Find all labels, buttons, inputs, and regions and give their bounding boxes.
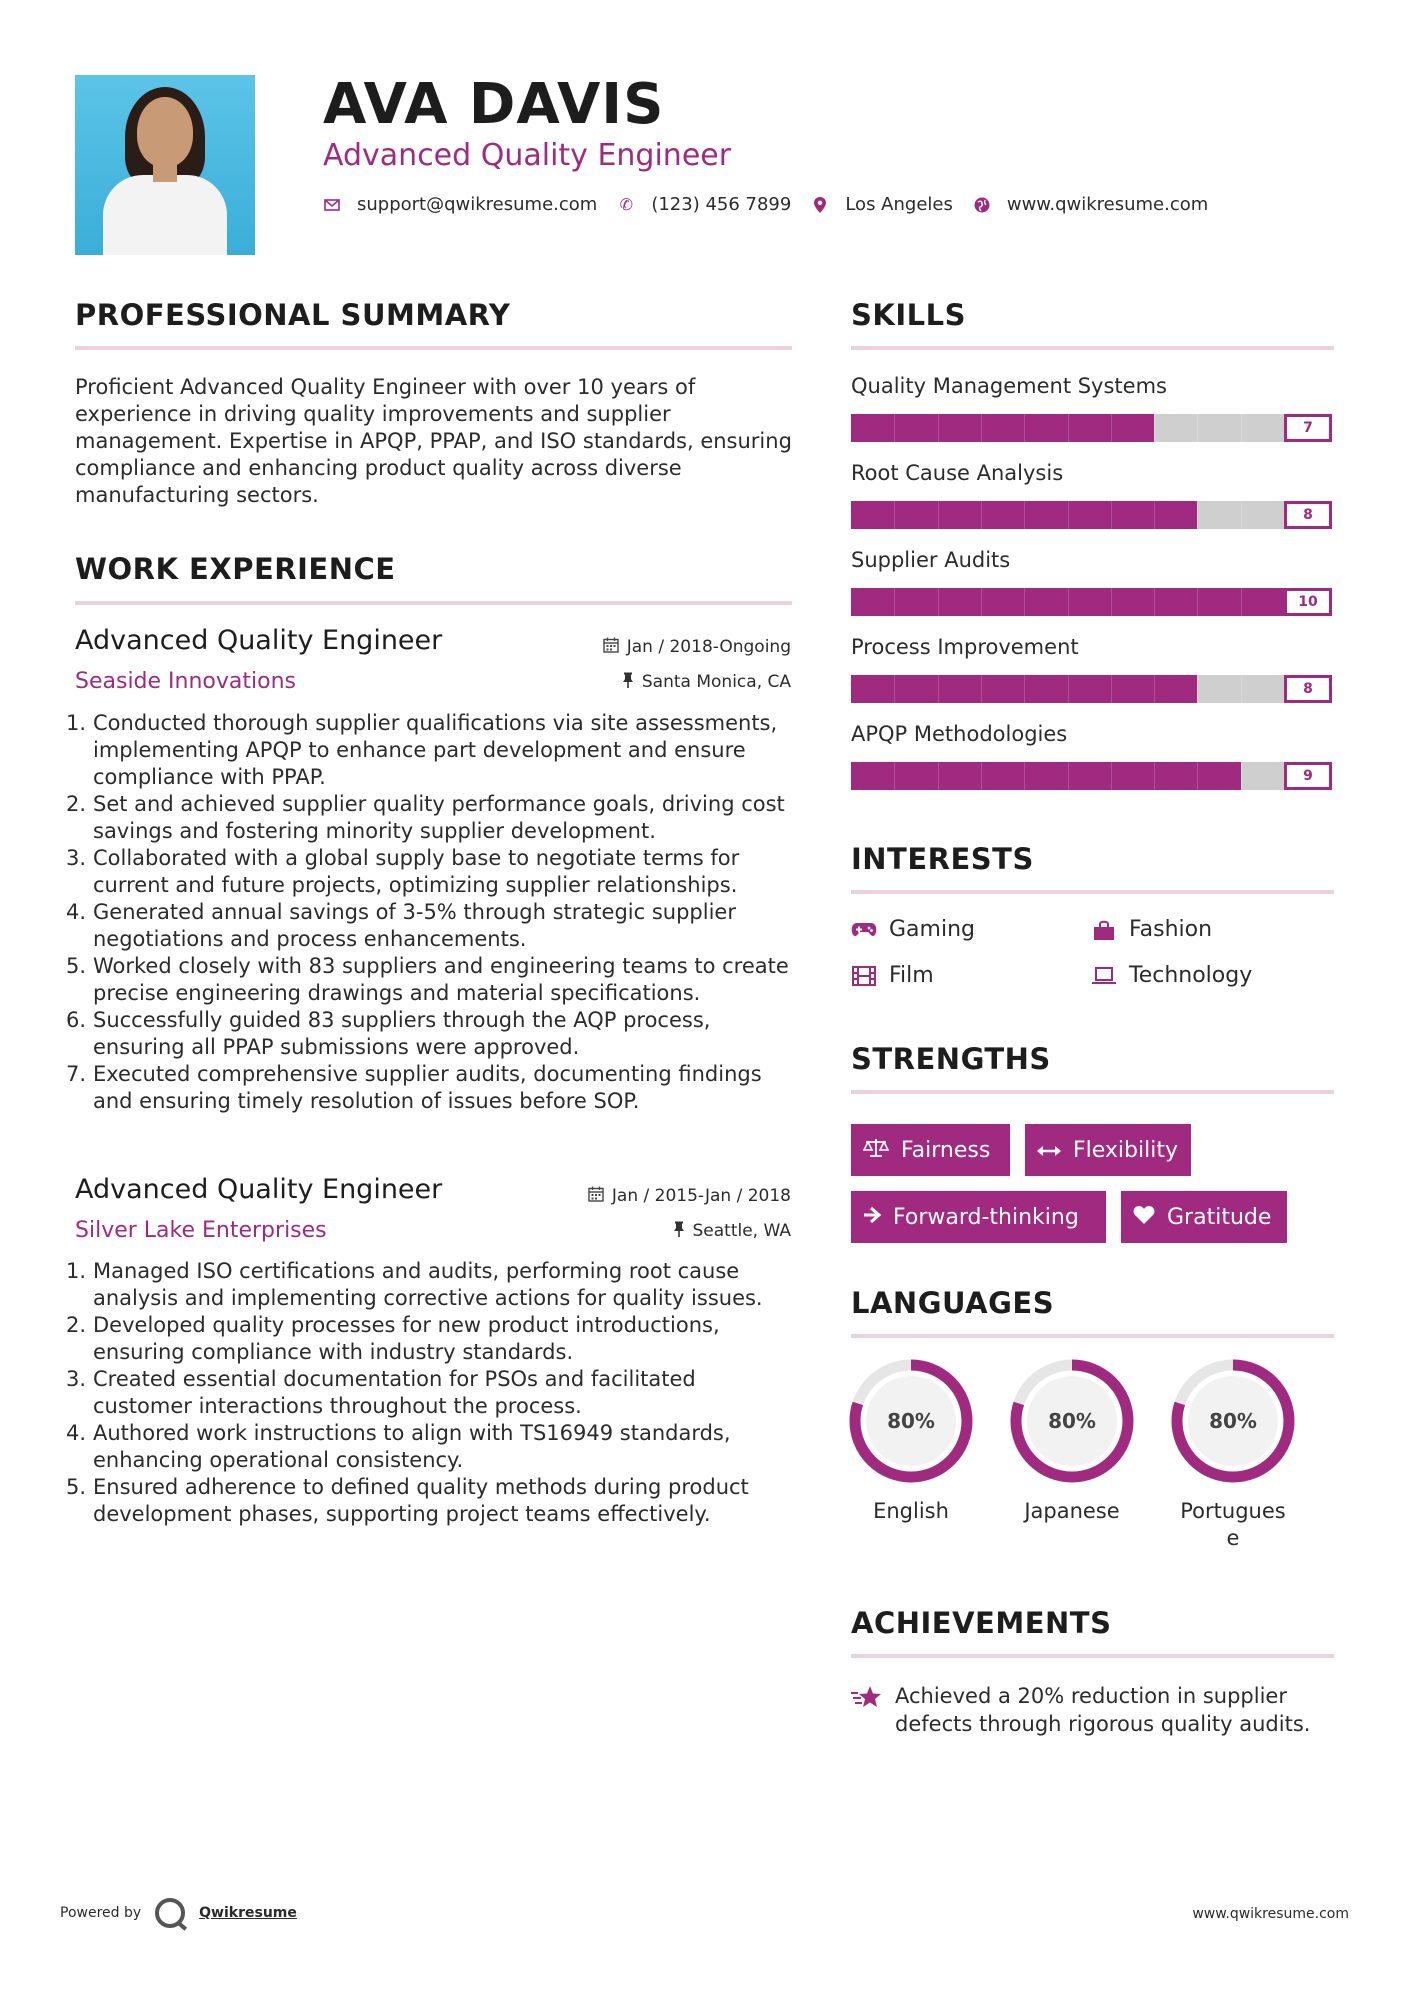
- list-item: 5. Ensured adherence to defined quality methods during product development phases, supporting project teams effectively.: [66, 1475, 749, 1526]
- skill-bar-fill: [851, 414, 1154, 442]
- skill-bar-fill: [851, 588, 1332, 616]
- skill-level-badge: 8: [1284, 501, 1332, 529]
- qwikresume-logo-icon: [155, 1898, 185, 1928]
- skill-bar-segment: [894, 762, 895, 790]
- language-name: English: [873, 1499, 949, 1523]
- skill-bar-segment: [1068, 762, 1069, 790]
- candidate-role: Advanced Quality Engineer: [323, 138, 732, 173]
- strengths-rule: [851, 1090, 1334, 1094]
- interest-label: Fashion: [1129, 917, 1213, 942]
- list-item: 1. Managed ISO certifications and audits, performing root cause analysis and implementing corrective actions for quality issues.: [66, 1259, 763, 1310]
- skill-bar-segment: [1111, 501, 1112, 529]
- skill-name: Process Improvement: [851, 635, 1079, 659]
- interest-label: Film: [889, 963, 934, 988]
- list-item: 1. Conducted thorough supplier qualifications via site assessments, implementing APQP to enhance part development and ensure compliance with PPAP.: [66, 711, 778, 789]
- shooting-star-icon: [851, 1682, 895, 1738]
- contact-email[interactable]: [323, 194, 597, 215]
- skill-name: Supplier Audits: [851, 548, 1011, 572]
- job-bullets: [66, 1258, 796, 1528]
- job-bullets: [66, 710, 796, 1115]
- skill-bar-segment: [1197, 414, 1198, 442]
- contact-location: [811, 194, 953, 215]
- skill-bar-segment: [1068, 414, 1069, 442]
- brand-link[interactable]: Qwikresume: [199, 1905, 297, 1921]
- interest-item: [851, 963, 934, 988]
- skill-bar-segment: [1068, 501, 1069, 529]
- gamepad-icon: [851, 922, 877, 938]
- envelope-icon: [323, 196, 341, 214]
- skill-bar-segment: [1197, 675, 1198, 703]
- skill-bar-segment: [1024, 414, 1025, 442]
- list-item: 5. Worked closely with 83 suppliers and engineering teams to create precise engineering drawings and material specifications.: [66, 954, 789, 1005]
- achievement-item: [851, 1682, 1331, 1738]
- language-percent: 80%: [1209, 1409, 1257, 1433]
- footer-powered-by: [60, 1898, 297, 1928]
- skill-bar-segment: [1111, 414, 1112, 442]
- phone-text: (123) 456 7899: [651, 194, 792, 215]
- heart-icon: [1133, 1205, 1155, 1230]
- contact-bar: [323, 194, 1228, 215]
- strength-label: Flexibility: [1073, 1137, 1178, 1163]
- candidate-name: AVA DAVIS: [323, 72, 665, 137]
- skill-name: Root Cause Analysis: [851, 461, 1064, 485]
- skill-bar-segment: [1154, 501, 1155, 529]
- languages-heading: LANGUAGES: [851, 1286, 1055, 1320]
- experience-rule: [75, 601, 792, 605]
- calendar-icon: [588, 1186, 604, 1206]
- skill-bar-segment: [981, 762, 982, 790]
- map-marker-icon: [811, 196, 829, 214]
- job-company: Seaside Innovations: [75, 669, 296, 694]
- skill-bar-segment: [894, 501, 895, 529]
- skill-bar-segment: [938, 762, 939, 790]
- skill-bar-segment: [981, 588, 982, 616]
- language-name: Japanese: [1024, 1499, 1120, 1523]
- skill-bar-segment: [1024, 588, 1025, 616]
- interest-label: Gaming: [889, 917, 975, 942]
- language-ring: [1009, 1358, 1135, 1484]
- skill-bar-segment: [938, 675, 939, 703]
- skill-bar-segment: [1154, 588, 1155, 616]
- strength-chip: [1025, 1124, 1191, 1176]
- interest-item: [1091, 963, 1252, 988]
- skill-bar: [851, 762, 1332, 790]
- pin-icon: [673, 1221, 685, 1241]
- language-percent: 80%: [1048, 1409, 1096, 1433]
- skill-bar-segment: [938, 588, 939, 616]
- skill-bar-segment: [1197, 588, 1198, 616]
- strength-chip: [851, 1191, 1106, 1243]
- interest-item: [1091, 917, 1212, 942]
- contact-phone[interactable]: [617, 194, 791, 215]
- skill-bar-segment: [1154, 675, 1155, 703]
- job-location-text: Seattle, WA: [692, 1221, 791, 1241]
- skill-bar-segment: [894, 414, 895, 442]
- skill-bar-segment: [1024, 762, 1025, 790]
- job-company: Silver Lake Enterprises: [75, 1218, 327, 1243]
- calendar-icon: [603, 637, 619, 657]
- job-dates-text: Jan / 2015-Jan / 2018: [611, 1186, 791, 1206]
- skill-bar-segment: [981, 414, 982, 442]
- interests-heading: INTERESTS: [851, 842, 1034, 876]
- skill-bar-segment: [894, 675, 895, 703]
- list-item: 3. Collaborated with a global supply base to negotiate terms for current and future projects, optimizing supplier relationships.: [66, 846, 740, 897]
- contact-website[interactable]: [973, 194, 1208, 215]
- skill-bar-segment: [1197, 501, 1198, 529]
- skill-bar-segment: [1241, 675, 1242, 703]
- job-dates-text: Jan / 2018-Ongoing: [626, 637, 791, 657]
- skill-bar-segment: [1197, 762, 1198, 790]
- achievements-heading: ACHIEVEMENTS: [851, 1606, 1112, 1640]
- job-title: Advanced Quality Engineer: [75, 625, 443, 656]
- experience-heading: WORK EXPERIENCE: [75, 552, 396, 586]
- job-location: [673, 1221, 792, 1241]
- skill-bar: [851, 675, 1332, 703]
- skill-level-badge: 10: [1284, 588, 1332, 616]
- skill-bar: [851, 588, 1332, 616]
- location-text: Los Angeles: [845, 194, 953, 215]
- footer-website[interactable]: www.qwikresume.com: [1192, 1906, 1349, 1922]
- strength-label: Fairness: [901, 1137, 991, 1163]
- language-gauge: [1170, 1358, 1296, 1484]
- job-location-text: Santa Monica, CA: [641, 672, 791, 692]
- summary-heading: PROFESSIONAL SUMMARY: [75, 298, 511, 332]
- skill-bar-segment: [981, 675, 982, 703]
- languages-rule: [851, 1334, 1334, 1338]
- list-item: 4. Authored work instructions to align with TS16949 standards, enhancing operational consistency.: [66, 1421, 731, 1472]
- summary-text: Proficient Advanced Quality Engineer with over 10 years of experience in driving quality improvements and supplier management. Expertise in APQP, PPAP, and ISO standards, ensuring compliance and enhancing product quality across diverse manufacturing sectors.: [75, 375, 792, 507]
- website-text: www.qwikresume.com: [1006, 194, 1209, 215]
- email-text: support@qwikresume.com: [357, 194, 598, 215]
- balance-scale-icon: [863, 1138, 889, 1163]
- language-name: Portugues e: [1180, 1499, 1286, 1550]
- skills-rule: [851, 346, 1334, 350]
- skill-bar-fill: [851, 762, 1241, 790]
- interest-item: [851, 917, 975, 942]
- list-item: 3. Created essential documentation for PSOs and facilitated customer interactions throughout the process.: [66, 1367, 696, 1418]
- skill-bar-segment: [1024, 675, 1025, 703]
- skill-bar-segment: [1241, 414, 1242, 442]
- job-title: Advanced Quality Engineer: [75, 1174, 443, 1205]
- skill-name: Quality Management Systems: [851, 374, 1167, 398]
- film-icon: [851, 966, 877, 986]
- globe-icon: [973, 196, 991, 214]
- strengths-heading: STRENGTHS: [851, 1042, 1051, 1076]
- skill-level-badge: 7: [1284, 414, 1332, 442]
- achievement-text: Achieved a 20% reduction in supplier defects through rigorous quality audits.: [895, 1684, 1311, 1736]
- language-ring: [1170, 1358, 1296, 1484]
- shopping-bag-icon: [1091, 920, 1117, 940]
- interest-label: Technology: [1129, 963, 1253, 988]
- language-gauge: [848, 1358, 974, 1484]
- language-gauge: [1009, 1358, 1135, 1484]
- skill-name: APQP Methodologies: [851, 722, 1068, 746]
- strength-label: Gratitude: [1167, 1204, 1272, 1230]
- skill-level-badge: 9: [1284, 762, 1332, 790]
- interests-rule: [851, 890, 1334, 894]
- skill-bar-segment: [1111, 588, 1112, 616]
- skill-bar-segment: [1241, 762, 1242, 790]
- strength-chip: [851, 1124, 1010, 1176]
- skill-bar-segment: [1068, 588, 1069, 616]
- skill-bar-segment: [1241, 588, 1242, 616]
- skill-bar: [851, 414, 1332, 442]
- skills-heading: SKILLS: [851, 298, 966, 332]
- skill-bar-segment: [1154, 762, 1155, 790]
- list-item: 7. Executed comprehensive supplier audits, documenting findings and ensuring timely resolution of issues before SOP.: [66, 1062, 762, 1113]
- arrow-right-icon: [863, 1205, 881, 1229]
- skill-bar-segment: [1241, 501, 1242, 529]
- arrows-horizontal-icon: [1037, 1138, 1061, 1162]
- pin-icon: [622, 672, 634, 692]
- laptop-icon: [1091, 967, 1117, 985]
- skill-bar-segment: [938, 501, 939, 529]
- skill-level-badge: 8: [1284, 675, 1332, 703]
- skill-bar-segment: [1111, 762, 1112, 790]
- skill-bar-segment: [938, 414, 939, 442]
- language-ring: [848, 1358, 974, 1484]
- skill-bar-segment: [894, 588, 895, 616]
- job-dates: [588, 1186, 791, 1206]
- list-item: 2. Set and achieved supplier quality performance goals, driving cost savings and fostering minority supplier development.: [66, 792, 785, 843]
- job-location: [622, 672, 791, 692]
- skill-bar-segment: [1111, 675, 1112, 703]
- skill-bar-segment: [1154, 414, 1155, 442]
- list-item: 4. Generated annual savings of 3-5% through strategic supplier negotiations and process enhancements.: [66, 900, 736, 951]
- powered-by-text: Powered by: [60, 1905, 142, 1921]
- phone-icon: ✆: [619, 195, 634, 214]
- strength-label: Forward-thinking: [893, 1204, 1079, 1230]
- skill-bar-segment: [1068, 675, 1069, 703]
- list-item: 6. Successfully guided 83 suppliers through the AQP process, ensuring all PPAP submissions were approved.: [66, 1008, 711, 1059]
- skill-bar-segment: [1024, 501, 1025, 529]
- list-item: 2. Developed quality processes for new product introductions, ensuring compliance with industry standards.: [66, 1313, 720, 1364]
- skill-bar-segment: [981, 501, 982, 529]
- skill-bar: [851, 501, 1332, 529]
- language-percent: 80%: [887, 1409, 935, 1433]
- job-dates: [603, 637, 791, 657]
- profile-photo: [75, 75, 255, 255]
- achievements-rule: [851, 1654, 1334, 1658]
- summary-rule: [75, 346, 792, 350]
- strength-chip: [1121, 1191, 1287, 1243]
